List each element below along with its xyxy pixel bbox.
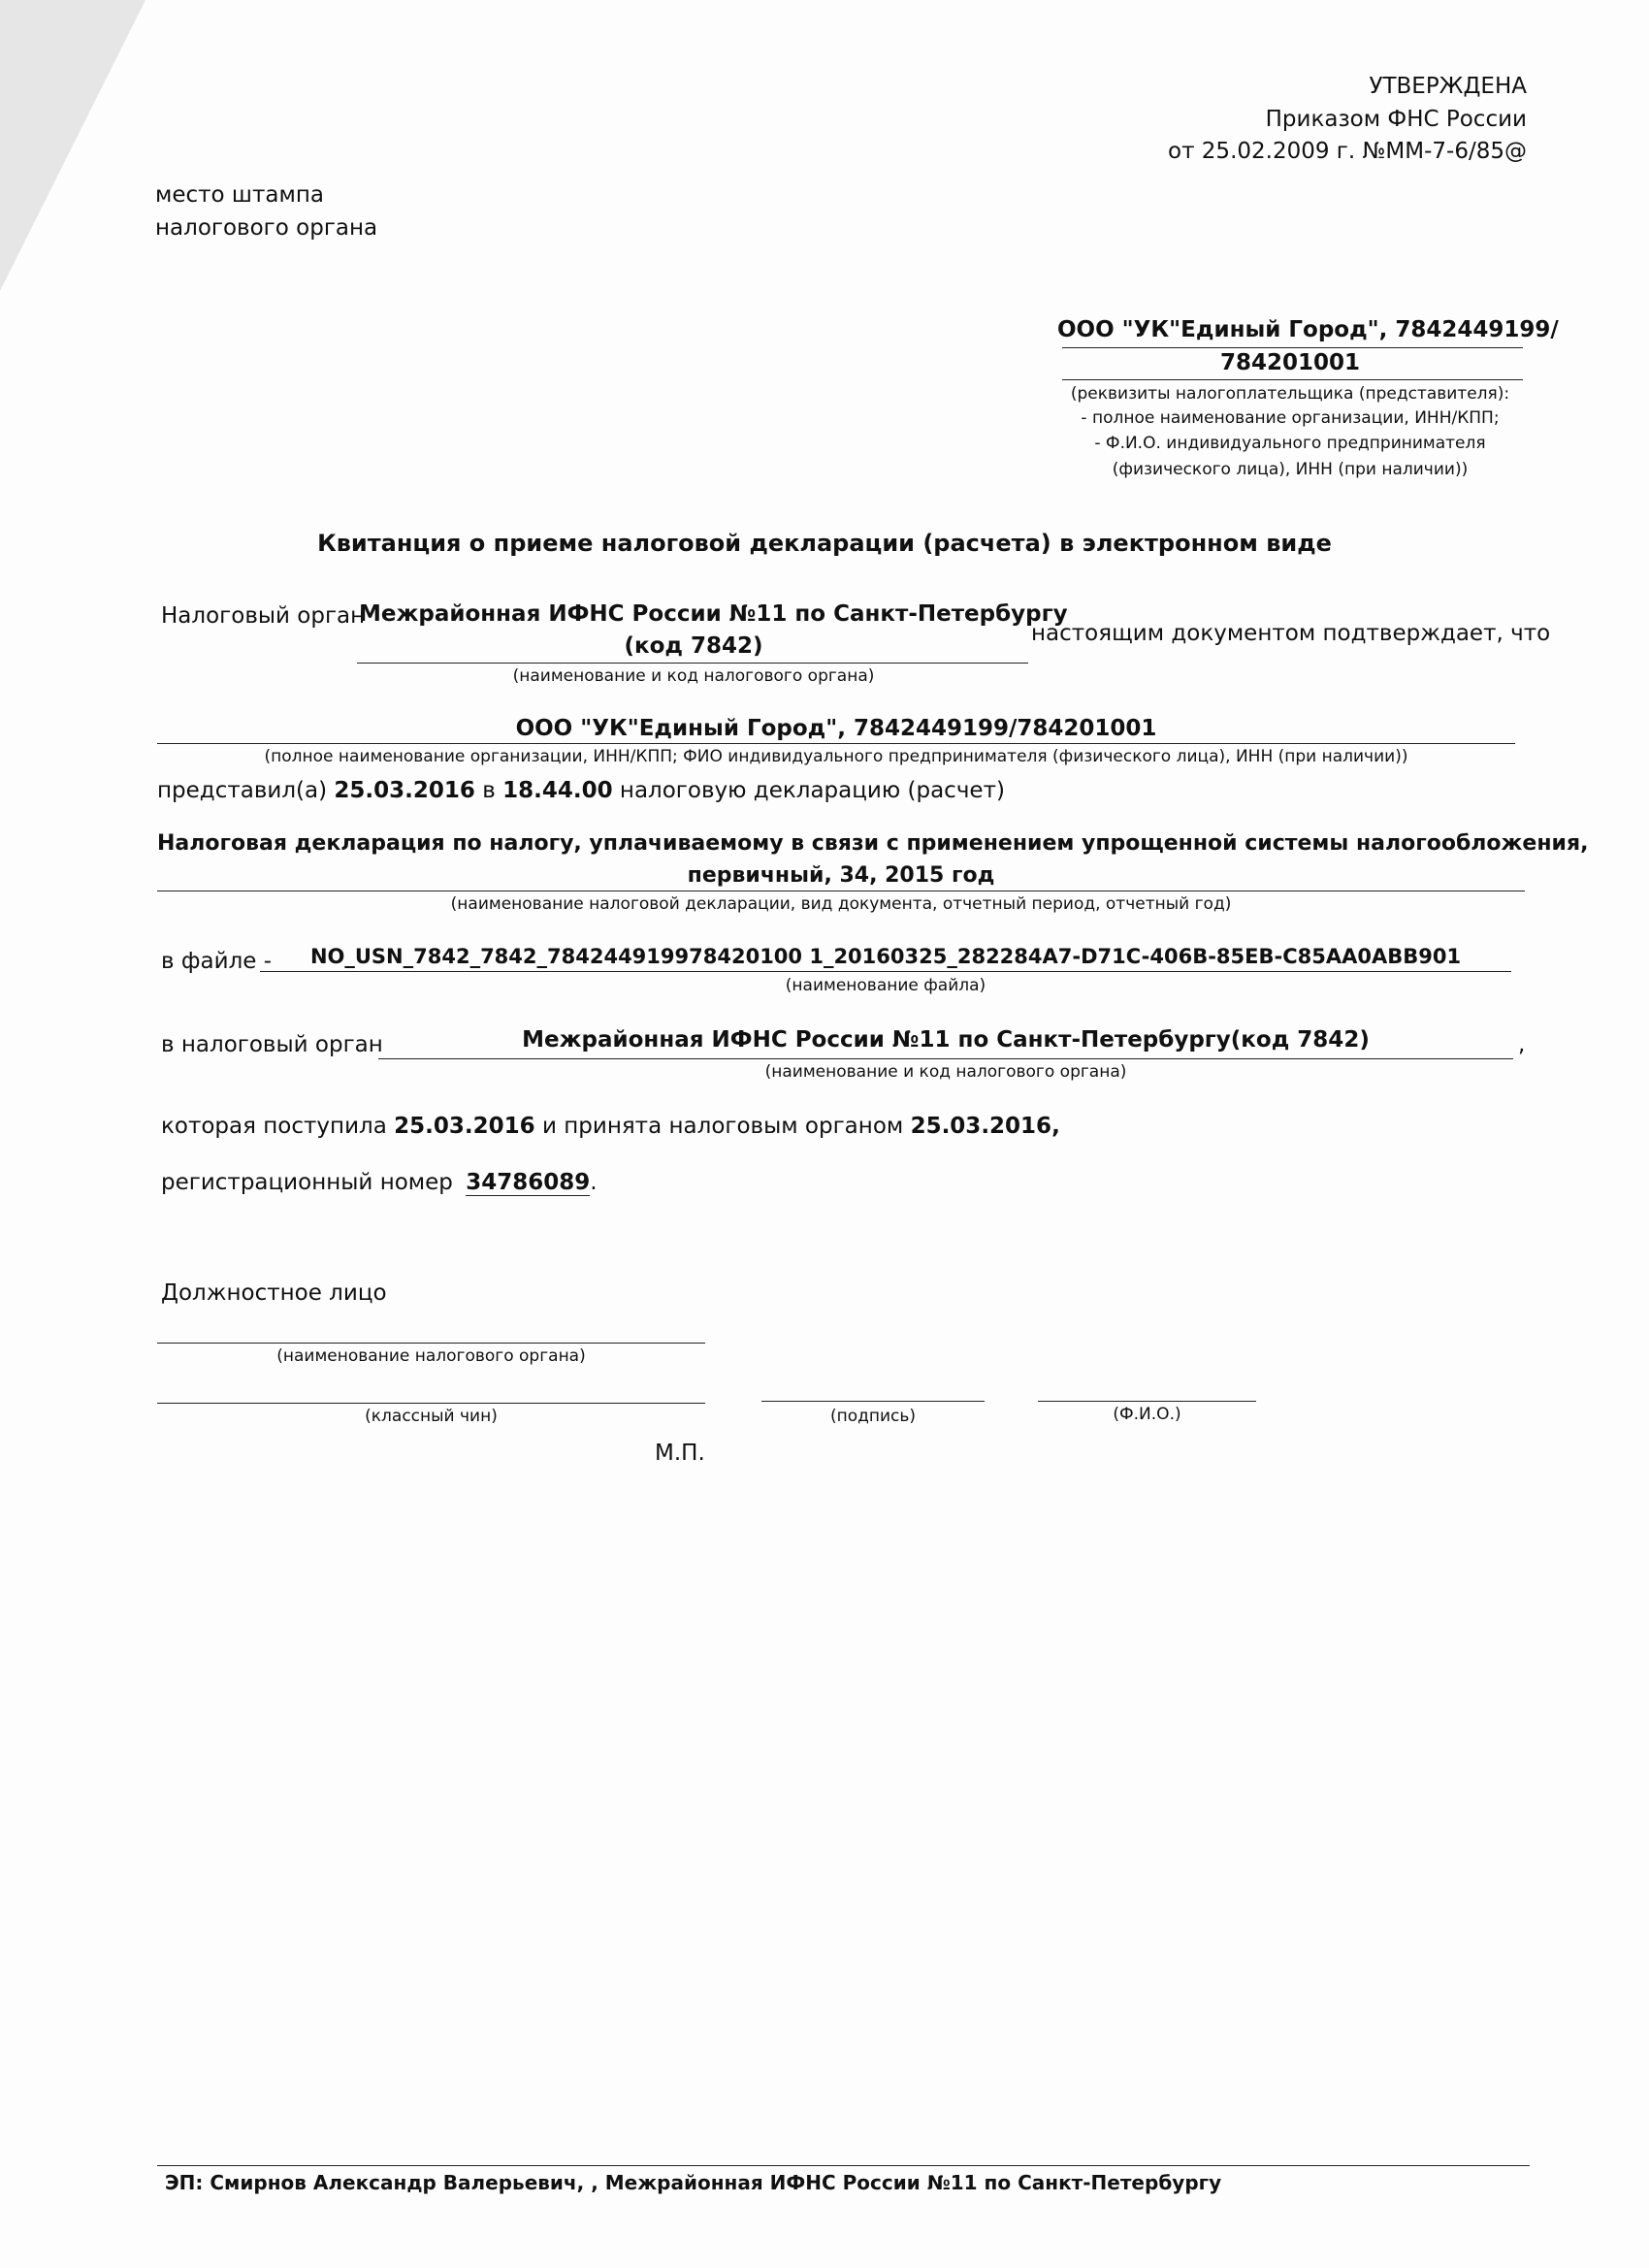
official-rank-underline xyxy=(157,1403,705,1404)
received-middle: и принята налоговым органом xyxy=(541,1114,904,1139)
official-rank-caption: (классный чин) xyxy=(365,1407,498,1426)
submitted-suffix: налоговую декларацию (расчет) xyxy=(619,778,1005,803)
organization-underline xyxy=(157,743,1515,744)
organization-caption: (полное наименование организации, ИНН/КПП; ФИО индивидуального предпринимателя (физического лица), ИНН (при наличии)) xyxy=(264,747,1408,766)
official-name-caption: (Ф.И.О.) xyxy=(1113,1405,1181,1424)
registration-prefix: регистрационный номер xyxy=(161,1170,453,1195)
submitted-prefix: представил(а) xyxy=(157,778,328,803)
to-authority-label: в налоговый орган xyxy=(161,1032,383,1057)
approval-line3: от 25.02.2009 г. №ММ-7-6/85@ xyxy=(1168,139,1527,164)
received-end: , xyxy=(1051,1114,1060,1139)
to-authority-underline xyxy=(378,1058,1513,1059)
stamp-place-line2: налогового органа xyxy=(155,215,378,241)
official-signature-caption: (подпись) xyxy=(829,1407,917,1426)
document-title: Квитанция о приеме налоговой декларации (расчета) в электронном виде xyxy=(317,530,1332,557)
registration-line xyxy=(161,1170,598,1195)
seal-place: М.П. xyxy=(655,1441,705,1466)
taxpayer-value-line2: 784201001 xyxy=(1219,350,1361,375)
received-line xyxy=(161,1114,1060,1139)
to-authority-caption: (наименование и код налогового органа) xyxy=(764,1062,1127,1082)
stamp-place-line1: место штампа xyxy=(155,182,324,208)
footer-signature: ЭП: Смирнов Александр Валерьевич, , Межрайонная ИФНС России №11 по Санкт-Петербургу xyxy=(165,2171,1222,2194)
file-value: NO_USN_7842_7842_784244919978420100 1_20160325_282284A7-D71C-406B-85EB-C85AA0ABB901 xyxy=(309,945,1462,968)
taxpayer-value-line1: ООО "УК"Единый Город", 7842449199/ xyxy=(1057,317,1559,342)
declaration-caption: (наименование налоговой декларации, вид документа, отчетный период, отчетный год) xyxy=(450,894,1232,914)
organization-value: ООО "УК"Единый Город", 7842449199/784201001 xyxy=(515,716,1157,741)
authority-caption: (наименование и код налогового органа) xyxy=(512,666,875,686)
approval-line1: УТВЕРЖДЕНА xyxy=(1369,74,1527,99)
received-date2: 25.03.2016 xyxy=(910,1114,1052,1139)
official-authority-underline xyxy=(157,1343,705,1344)
taxpayer-caption3: - Ф.И.О. индивидуального предпринимателя xyxy=(1094,434,1486,453)
footer-rule xyxy=(157,2165,1530,2166)
authority-label: Налоговый орган xyxy=(161,603,366,629)
official-authority-caption: (наименование налогового органа) xyxy=(276,1346,586,1366)
folded-corner xyxy=(0,0,146,291)
authority-value-line1: Межрайонная ИФНС России №11 по Санкт-Петербургу xyxy=(359,601,1068,627)
official-name-underline xyxy=(1038,1401,1256,1402)
approval-line2: Приказом ФНС России xyxy=(1265,107,1527,132)
received-prefix: которая поступила xyxy=(161,1114,387,1139)
registration-end: . xyxy=(590,1170,598,1195)
file-underline xyxy=(260,971,1511,972)
declaration-line2: первичный, 34, 2015 год xyxy=(687,863,995,888)
declaration-line1: Налоговая декларация по налогу, уплачиваемому в связи с применением упрощенной системы налогообложения, xyxy=(157,831,1589,856)
submitted-middle: в xyxy=(482,778,496,803)
taxpayer-caption2: - полное наименование организации, ИНН/КПП; xyxy=(1081,408,1500,428)
authority-suffix: настоящим документом подтверждает, что xyxy=(1031,621,1551,646)
taxpayer-underline-1 xyxy=(1062,347,1523,348)
submitted-date: 25.03.2016 xyxy=(334,778,475,803)
registration-number: 34786089 xyxy=(466,1170,591,1195)
file-label: в файле - xyxy=(161,949,273,974)
official-signature-underline xyxy=(761,1401,985,1402)
taxpayer-caption1: (реквизиты налогоплательщика (представителя): xyxy=(1070,384,1510,404)
submitted-time: 18.44.00 xyxy=(502,778,613,803)
file-caption: (наименование файла) xyxy=(785,976,986,995)
authority-underline xyxy=(357,663,1028,664)
submitted-line xyxy=(157,778,1005,803)
received-date1: 25.03.2016 xyxy=(394,1114,535,1139)
to-authority-comma: , xyxy=(1518,1032,1526,1057)
taxpayer-underline-2 xyxy=(1062,379,1523,380)
taxpayer-caption4: (физического лица), ИНН (при наличии)) xyxy=(1112,460,1469,479)
authority-value-line2: (код 7842) xyxy=(624,633,763,659)
to-authority-value: Межрайонная ИФНС России №11 по Санкт-Петербургу(код 7842) xyxy=(522,1027,1370,1053)
official-label: Должностное лицо xyxy=(161,1280,387,1306)
